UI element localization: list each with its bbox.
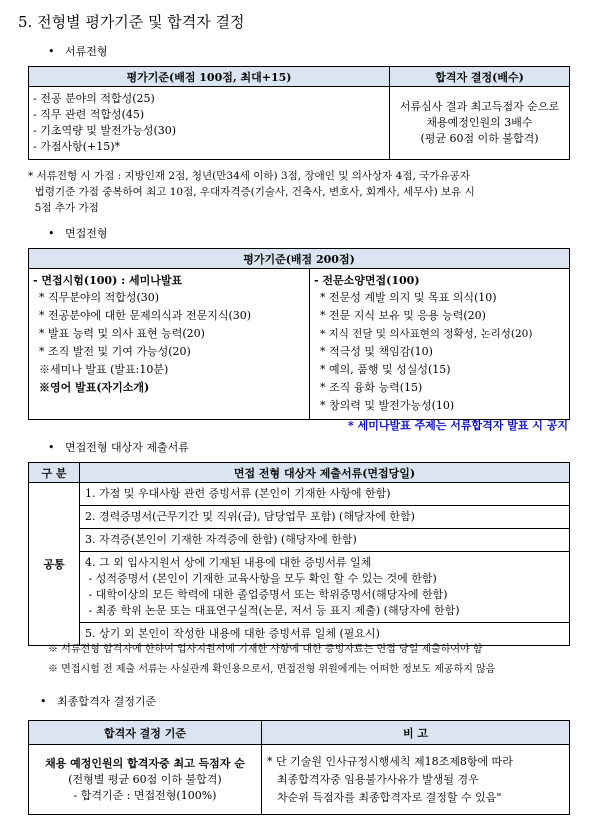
interview-item: * 조직 발전 및 기여 가능성(20) xyxy=(39,345,191,358)
group-label: 공통 xyxy=(29,483,80,646)
interview-table xyxy=(28,248,570,420)
documents-notes xyxy=(48,640,495,680)
final-remark-line: 최종합격자중 임용불가사유가 발생될 경우 xyxy=(277,772,479,786)
interview-left-cell xyxy=(29,269,310,420)
document-line: 1. 가점 및 우대사항 관련 증빙서류 (본인이 기재한 사항에 한함) xyxy=(85,487,391,500)
decision-header: 합격자 결정(배수) xyxy=(390,67,570,87)
interview-note: * 세미나발표 주제는 서류합격자 발표 시 공지 xyxy=(348,419,568,432)
note-line: 5점 추가 가점 xyxy=(28,202,99,214)
documents-note: ※ 서류전형 합격자에 한하여 입사지원서에 기재한 사항에 대한 증빙자료는 면접 당일 제출하여야 함 xyxy=(48,644,483,655)
final-remarks-cell xyxy=(262,745,570,815)
interview-header: 평가기준(배점 200점) xyxy=(29,249,570,269)
document-line: - 최종 학위 논문 또는 대표연구실적(논문, 저서 등 표지 제출) (해당자에 한함) xyxy=(85,604,460,617)
note-line: * 서류전형 시 가점 : 지방인재 2점, 청년(만34세 이하) 3점, 장애인 및 의사상자 4점, 국가유공자 xyxy=(28,170,470,182)
document-row xyxy=(80,529,570,552)
interview-right-cell xyxy=(310,269,570,420)
document-line: - 대학이상의 모든 학력에 대한 졸업증명서 또는 학위증명서(해당자에 한함) xyxy=(85,588,448,601)
interview-item: * 전문 지식 보유 및 응용 능력(20) xyxy=(320,309,486,322)
document-row xyxy=(80,552,570,623)
document-line: 4. 그 외 입사지원서 상에 기재된 내용에 대한 증빙서류 일체 xyxy=(85,556,372,569)
decision-line: 채용예정인원의 3배수 xyxy=(426,116,533,129)
interview-item: ※영어 발표(자기소개) xyxy=(39,381,150,394)
final-remark-line: 차순위 득점자를 최종합격자로 결정할 수 있음" xyxy=(277,790,502,804)
final-criteria-line: - 합격기준 : 면접전형(100%) xyxy=(73,788,217,802)
bullet-icon: • xyxy=(48,441,55,454)
bullet-icon: • xyxy=(40,695,47,708)
interview-right-title: - 전문소양면접(100) xyxy=(314,274,420,287)
interview-item: * 예의, 품행 및 성실성(15) xyxy=(320,363,451,376)
decision-cell xyxy=(390,87,570,160)
documents-note: ※ 면접시험 전 제출 서류는 사실관계 확인용으로서, 면접전형 위원에게는 어떠한 정보도 제공하지 않음 xyxy=(48,664,496,675)
final-criteria-line: 채용 예정인원의 합격자중 최고 득점자 순 xyxy=(45,756,245,770)
interview-item: * 전문성 계발 의지 및 목표 의식(10) xyxy=(320,291,497,304)
documents-heading-row xyxy=(48,440,189,456)
doc-screening-note xyxy=(28,168,475,216)
decision-line: (평균 60점 이하 불합격) xyxy=(420,132,539,145)
decision-line: 서류심사 결과 최고득점자 순으로 xyxy=(399,100,560,113)
final-criteria-header: 합격자 결정 기준 xyxy=(29,721,262,745)
bullet-icon: • xyxy=(48,45,55,58)
criteria-item: - 가점사항(+15)* xyxy=(33,140,121,153)
final-heading-row xyxy=(40,694,156,710)
criteria-item: - 전공 분야의 적합성(25) xyxy=(33,92,155,105)
interview-item: ※세미나 발표 (발표:10분) xyxy=(39,363,169,376)
doc-screening-table xyxy=(28,66,570,160)
document-row xyxy=(80,483,570,506)
interview-item: * 지식 전달 및 의사표현의 정확성, 논리성(20) xyxy=(320,328,533,340)
criteria-item: - 기초역량 및 발전가능성(30) xyxy=(33,124,177,137)
doc-screening-heading: 서류전형 xyxy=(65,45,108,58)
interview-heading: 면접전형 xyxy=(65,227,108,240)
documents-table xyxy=(28,462,570,646)
document-line: 2. 경력증명서(근무기간 및 직위(급), 담당업무 포함) (해당자에 한함) xyxy=(85,510,415,523)
interview-left-title: - 면접시험(100) : 세미나발표 xyxy=(33,274,183,287)
document-line: 5. 상기 외 본인이 작성한 내용에 대한 증빙서류 일체 (필요시) xyxy=(85,627,380,640)
interview-heading-row xyxy=(48,226,108,242)
interview-item: * 창의력 및 발전가능성(10) xyxy=(320,399,455,412)
note-line: 법령기준 가점 중복하여 최고 10점, 우대자격증(기술사, 건축사, 변호사, 회계사, 세무사) 보유 시 xyxy=(28,186,475,198)
final-remark-line: * 단 기술원 인사규정시행세칙 제18조제8항에 따라 xyxy=(267,754,513,768)
final-remarks-header: 비 고 xyxy=(262,721,570,745)
criteria-item: - 직무 관련 적합성(45) xyxy=(33,108,145,121)
document-line: 3. 자격증(본인이 기재한 자격증에 한함) (해당자에 한함) xyxy=(85,533,357,546)
final-table xyxy=(28,720,570,815)
interview-item: * 전공분야에 대한 문제의식과 전문지식(30) xyxy=(39,309,252,322)
final-heading: 최종합격자 결정기준 xyxy=(57,695,157,708)
criteria-cell xyxy=(29,87,390,160)
documents-heading: 면접전형 대상자 제출서류 xyxy=(65,441,189,454)
document-line: - 성적증명서 (본인이 기재한 교육사항을 모두 확인 할 수 있는 것에 한함) xyxy=(85,572,437,585)
section-title: 5. 전형별 평가기준 및 합격자 결정 xyxy=(18,13,245,31)
document-row xyxy=(80,506,570,529)
final-criteria-cell xyxy=(29,745,262,815)
documents-header: 면접 전형 대상자 제출서류(면접당일) xyxy=(80,463,570,483)
interview-item: * 직무분야의 적합성(30) xyxy=(39,291,160,304)
final-criteria-line: (전형별 평균 60점 이하 불합격) xyxy=(68,772,222,786)
criteria-header: 평가기준(배점 100점, 최대+15) xyxy=(29,67,390,87)
doc-screening-heading-row xyxy=(48,44,108,60)
interview-item: * 조직 융화 능력(15) xyxy=(320,381,423,394)
category-header: 구 분 xyxy=(29,463,80,483)
interview-item: * 적극성 및 책임감(10) xyxy=(320,345,433,358)
bullet-icon: • xyxy=(48,227,55,240)
interview-item: * 발표 능력 및 의사 표현 능력(20) xyxy=(39,327,205,340)
